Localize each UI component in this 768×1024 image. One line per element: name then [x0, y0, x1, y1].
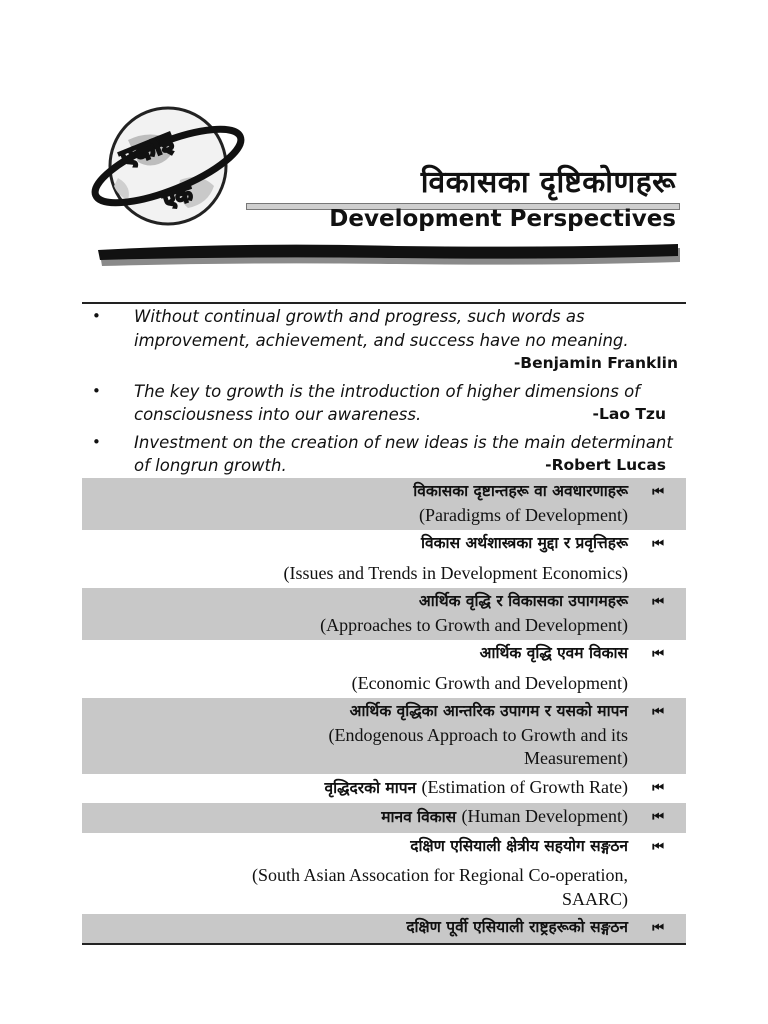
- quote-author: -Robert Lucas: [545, 456, 666, 474]
- quote-item: [82, 380, 686, 427]
- rewind-icon: ⏮: [652, 839, 662, 855]
- contents-title-nepali: वृद्धिदरको मापन: [324, 778, 417, 797]
- quote-text: The key to growth is the introduction of higher dimensions of: [134, 381, 640, 401]
- contents-title-english: Measurement): [524, 748, 628, 768]
- quotes-top-rule: [82, 302, 686, 304]
- rewind-icon: ⏮: [652, 595, 662, 610]
- contents-title-english: (Estimation of Growth Rate): [421, 776, 628, 797]
- contents-title-nepali: आर्थिक वृद्धिका आन्तरिक उपागम र यसको मापन: [349, 702, 628, 720]
- contents-title-nepali: दक्षिण पूर्वी एसियाली राष्ट्रहरूको सङ्गठन: [406, 918, 628, 936]
- contents-row[interactable]: [82, 914, 686, 943]
- quote-author: -Benjamin Franklin: [513, 354, 678, 372]
- quote-item: [82, 431, 686, 478]
- contents-title-english: (Human Development): [461, 806, 628, 826]
- brush-divider: [96, 240, 684, 270]
- contents-title-english: (South Asian Assocation for Regional Co-operation,: [252, 865, 628, 885]
- quote-item: [82, 305, 686, 376]
- rewind-icon: ⏮: [652, 810, 662, 825]
- logo-text-bottom: एक: [160, 181, 196, 215]
- bullet-icon: •: [92, 432, 101, 451]
- contents-row[interactable]: [82, 588, 686, 640]
- rewind-icon: ⏮: [652, 485, 662, 500]
- contents-title-nepali: विकास अर्थशास्त्रका मुद्दा र प्रवृत्तिहरू: [421, 534, 628, 552]
- contents-title-nepali: विकासका दृष्टान्तहरू वा अवधारणाहरू: [413, 482, 628, 500]
- contents-title-nepali: मानव विकास: [381, 808, 457, 826]
- chapter-logo: [88, 100, 248, 230]
- contents-title-nepali: आर्थिक वृद्धि एवम विकास: [479, 644, 628, 662]
- contents-title-nepali: दक्षिण एसियाली क्षेत्रीय सहयोग सङ्गठन: [410, 836, 628, 855]
- quote-author: -Lao Tzu: [592, 405, 666, 423]
- bullet-icon: •: [92, 307, 101, 325]
- quote-text: of longrun growth.: [134, 456, 287, 475]
- contents-title-english: (Economic Growth and Development): [351, 672, 628, 693]
- contents-row[interactable]: [82, 530, 686, 588]
- bullet-icon: •: [92, 381, 101, 400]
- contents-row[interactable]: [82, 774, 686, 804]
- contents-row[interactable]: [82, 640, 686, 698]
- contents-title-nepali: आर्थिक वृद्धि र विकासका उपागमहरू: [418, 592, 628, 610]
- contents-row[interactable]: [82, 803, 686, 833]
- chapter-title-english: Development Perspectives: [329, 206, 676, 232]
- contents-row[interactable]: [82, 833, 686, 915]
- chapter-contents: [82, 478, 686, 945]
- quote-text: Without continual growth and progress, such words as: [134, 307, 585, 326]
- contents-title-english: SAARC): [561, 888, 628, 909]
- quote-text: improvement, achievement, and success have no meaning.: [134, 330, 629, 350]
- contents-row[interactable]: [82, 698, 686, 774]
- globe-icon: [88, 100, 248, 230]
- rewind-icon: ⏮: [652, 780, 662, 796]
- contents-title-english: (Approaches to Growth and Development): [320, 614, 628, 635]
- contents-title-english: (Paradigms of Development): [419, 504, 628, 525]
- quote-text: Investment on the creation of new ideas is the main determinant: [134, 432, 673, 452]
- contents-row[interactable]: [82, 478, 686, 530]
- contents-bottom-rule: [82, 943, 686, 945]
- logo-text-top: एकाइ: [116, 126, 178, 175]
- rewind-icon: ⏮: [652, 647, 662, 662]
- contents-title-english: (Endogenous Approach to Growth and its: [328, 724, 628, 745]
- rewind-icon: ⏮: [652, 537, 662, 552]
- quote-text: consciousness into our awareness.: [134, 405, 422, 424]
- quotes-list: [82, 305, 686, 482]
- rewind-icon: ⏮: [652, 921, 662, 936]
- contents-title-english: (Issues and Trends in Development Economics): [283, 562, 628, 583]
- chapter-title-nepali: विकासका दृष्टिकोणहरू: [420, 165, 676, 200]
- rewind-icon: ⏮: [652, 705, 662, 720]
